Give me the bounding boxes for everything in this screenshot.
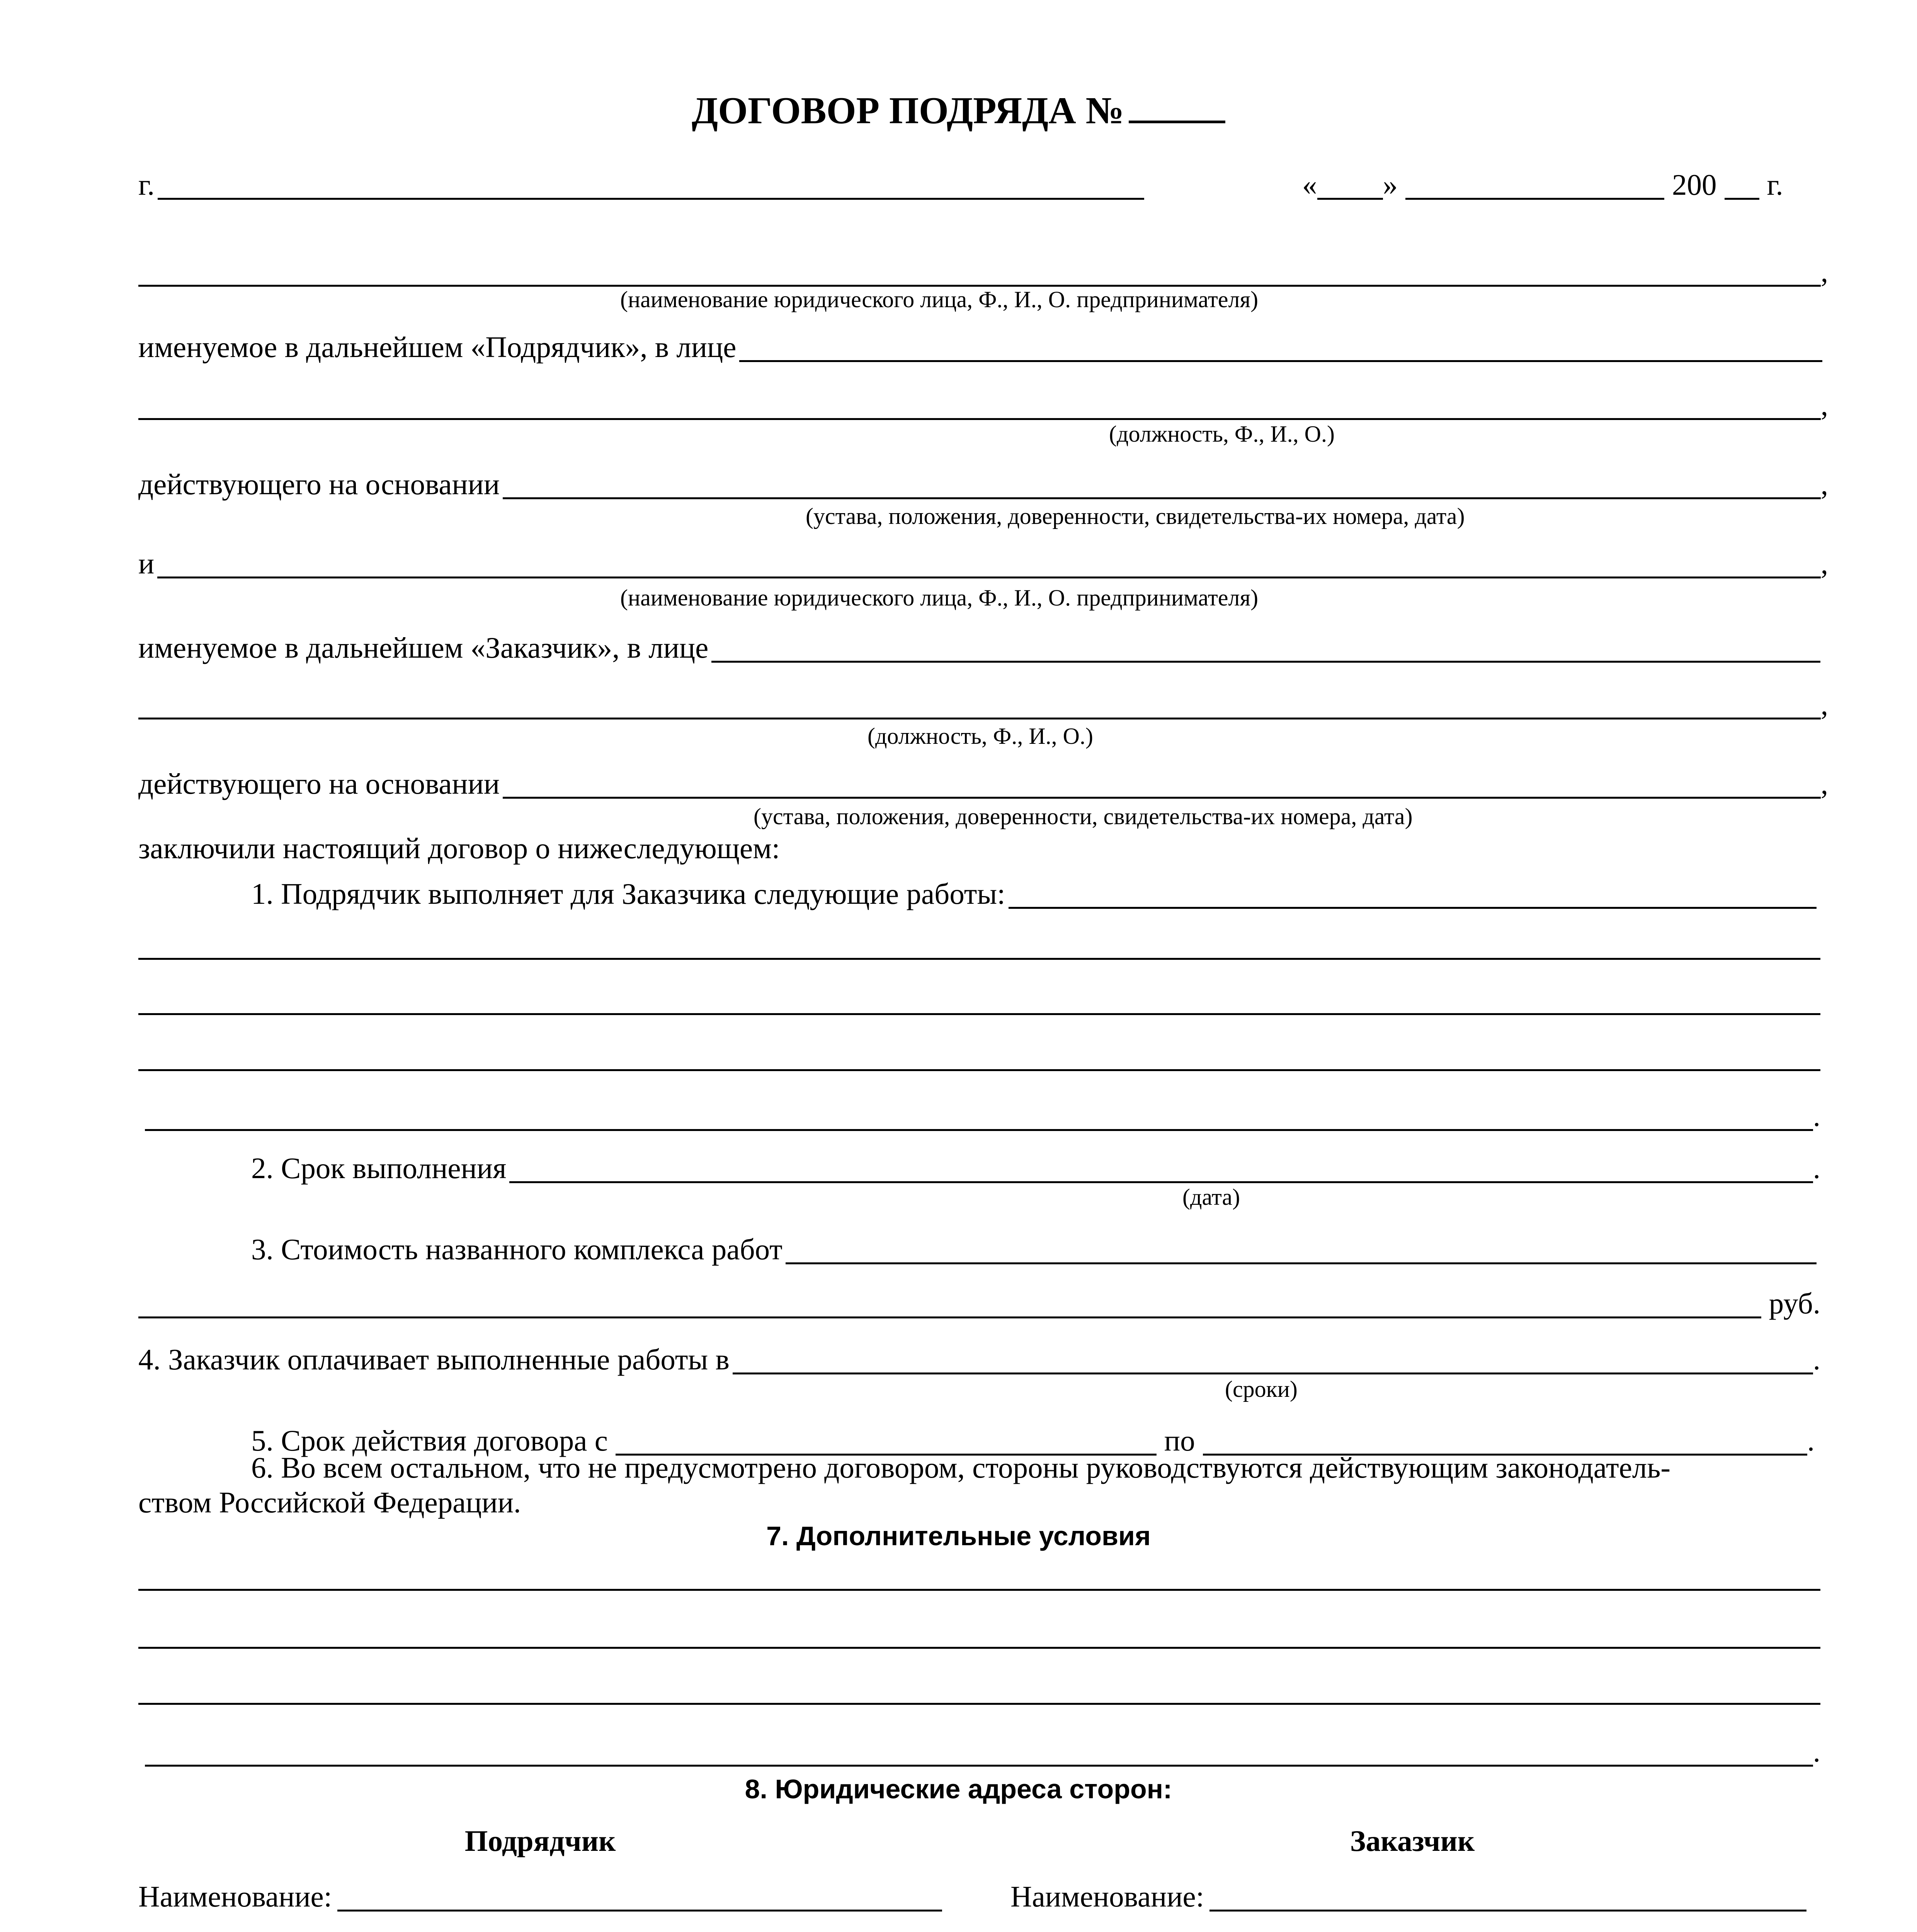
contractor-entity-field[interactable] — [138, 261, 1821, 287]
caption-position: (должность, Ф., И., О.) — [867, 723, 1093, 749]
works-field-1[interactable] — [1009, 883, 1817, 909]
additional-line-1 — [138, 1565, 1820, 1591]
and-text: и — [138, 547, 155, 580]
date-line — [1302, 170, 1813, 200]
caption-basis: (устава, положения, доверенности, свидетельства-их номера, дата) — [754, 804, 1413, 829]
works-field-2[interactable] — [138, 934, 1820, 960]
item6-line1: 6. Во всем остальном, что не предусмотрено договором, стороны руководствуются действующим законодатель- — [251, 1451, 1670, 1484]
cost-line-2 — [138, 1289, 1820, 1318]
concluded-text: заключили настоящий договор о нижеследующем: — [138, 832, 780, 865]
customer-entity-field[interactable] — [157, 553, 1821, 578]
additional-line-3 — [138, 1679, 1820, 1705]
caption-date: (дата) — [1182, 1184, 1240, 1210]
cost-field-2[interactable] — [138, 1293, 1761, 1318]
additional-field-1[interactable] — [138, 1565, 1820, 1591]
item6-line2: ством Российской Федерации. — [138, 1486, 521, 1519]
contract-number-field[interactable] — [1129, 90, 1225, 123]
works-field-5[interactable] — [145, 1105, 1813, 1131]
comma: , — [1820, 255, 1828, 288]
caption-entity: (наименование юридического лица, Ф., И., О. предпринимателя) — [620, 585, 1259, 611]
item3-line — [251, 1235, 1817, 1264]
contractor-named-text: именуемое в дальнейшем «Подрядчик», в лице — [138, 330, 737, 364]
comma: , — [1820, 767, 1828, 800]
city-line — [138, 170, 1144, 200]
works-field-4[interactable] — [138, 1045, 1820, 1071]
contractor-name-row — [138, 1882, 942, 1912]
contractor-rep-field[interactable] — [739, 336, 1822, 362]
item2-line — [251, 1153, 1820, 1183]
comma: , — [1820, 547, 1828, 580]
works-line-3 — [138, 989, 1820, 1015]
contractor-rep-line — [138, 332, 1822, 362]
item4-text: 4. Заказчик оплачивает выполненные работы в — [138, 1343, 730, 1376]
customer-rep-field[interactable] — [711, 637, 1820, 663]
contractor-position-line — [138, 390, 1828, 420]
item5-to-text: по — [1164, 1424, 1195, 1457]
additional-field-2[interactable] — [138, 1623, 1820, 1649]
section7-heading: 7. Дополнительные условия — [766, 1521, 1151, 1551]
contractor-entity-line — [138, 257, 1828, 287]
customer-basis-line — [138, 769, 1828, 799]
contractor-basis-field[interactable] — [503, 473, 1821, 499]
period: . — [1813, 1151, 1820, 1185]
customer-name-label: Наименование: — [1010, 1880, 1204, 1913]
caption-position: (должность, Ф., И., О.) — [1109, 421, 1335, 447]
works-field-3[interactable] — [138, 989, 1820, 1015]
comma: , — [1820, 688, 1828, 721]
customer-entity-line — [138, 549, 1828, 578]
comma: , — [1820, 468, 1828, 501]
acting-basis-text: действующего на основании — [138, 767, 500, 800]
contractor-position-field[interactable] — [138, 394, 1821, 420]
rub-label: руб. — [1769, 1287, 1820, 1320]
year-label: 200 — [1672, 168, 1717, 201]
date-open-quote: « — [1302, 168, 1317, 201]
item2-text: 2. Срок выполнения — [251, 1151, 507, 1185]
section8-heading: 8. Юридические адреса сторон: — [745, 1774, 1172, 1804]
date-close-quote: » — [1383, 168, 1398, 201]
additional-line-2 — [138, 1623, 1820, 1649]
customer-rep-line — [138, 633, 1820, 663]
works-line-2 — [138, 934, 1820, 960]
caption-basis: (устава, положения, доверенности, свидетельства-их номера, дата) — [806, 503, 1465, 529]
item1-line — [251, 879, 1817, 909]
item1-text: 1. Подрядчик выполняет для Заказчика следующие работы: — [251, 877, 1005, 910]
document-title — [0, 89, 1917, 133]
city-field[interactable] — [158, 174, 1144, 200]
city-prefix: г. — [138, 168, 155, 201]
item3-text: 3. Стоимость названного комплекса работ — [251, 1233, 782, 1266]
period: . — [1813, 1343, 1820, 1376]
period: . — [1807, 1424, 1815, 1457]
customer-name-row — [1010, 1882, 1806, 1912]
contractor-name-field[interactable] — [337, 1886, 942, 1912]
customer-position-line — [138, 690, 1828, 719]
customer-position-field[interactable] — [138, 694, 1821, 719]
additional-field-3[interactable] — [138, 1679, 1820, 1705]
works-line-4 — [138, 1045, 1820, 1071]
additional-field-4[interactable] — [145, 1741, 1813, 1767]
period: . — [1813, 1099, 1820, 1133]
item5-text: 5. Срок действия договора с — [251, 1424, 608, 1457]
month-field[interactable] — [1405, 174, 1664, 200]
year-suffix: г. — [1767, 168, 1783, 201]
payment-field[interactable] — [733, 1349, 1813, 1374]
period: . — [1813, 1735, 1820, 1768]
year-field[interactable] — [1725, 174, 1759, 200]
cost-field-1[interactable] — [786, 1238, 1817, 1264]
day-field[interactable] — [1317, 174, 1383, 200]
caption-entity: (наименование юридического лица, Ф., И., О. предпринимателя) — [620, 287, 1259, 312]
customer-heading: Заказчик — [1350, 1824, 1475, 1857]
deadline-field[interactable] — [509, 1157, 1813, 1183]
works-line-5 — [145, 1101, 1820, 1131]
customer-named-text: именуемое в дальнейшем «Заказчик», в лице — [138, 631, 709, 664]
acting-basis-text: действующего на основании — [138, 468, 500, 501]
contractor-name-label: Наименование: — [138, 1880, 332, 1913]
contractor-basis-line — [138, 469, 1828, 499]
item4-line — [138, 1345, 1820, 1374]
customer-name-field[interactable] — [1209, 1886, 1806, 1912]
additional-line-4 — [145, 1737, 1820, 1767]
title-text: ДОГОВОР ПОДРЯДА № — [692, 90, 1124, 132]
caption-terms: (сроки) — [1225, 1376, 1298, 1402]
contractor-heading: Подрядчик — [464, 1824, 616, 1857]
customer-basis-field[interactable] — [503, 773, 1821, 799]
comma: , — [1820, 388, 1828, 422]
